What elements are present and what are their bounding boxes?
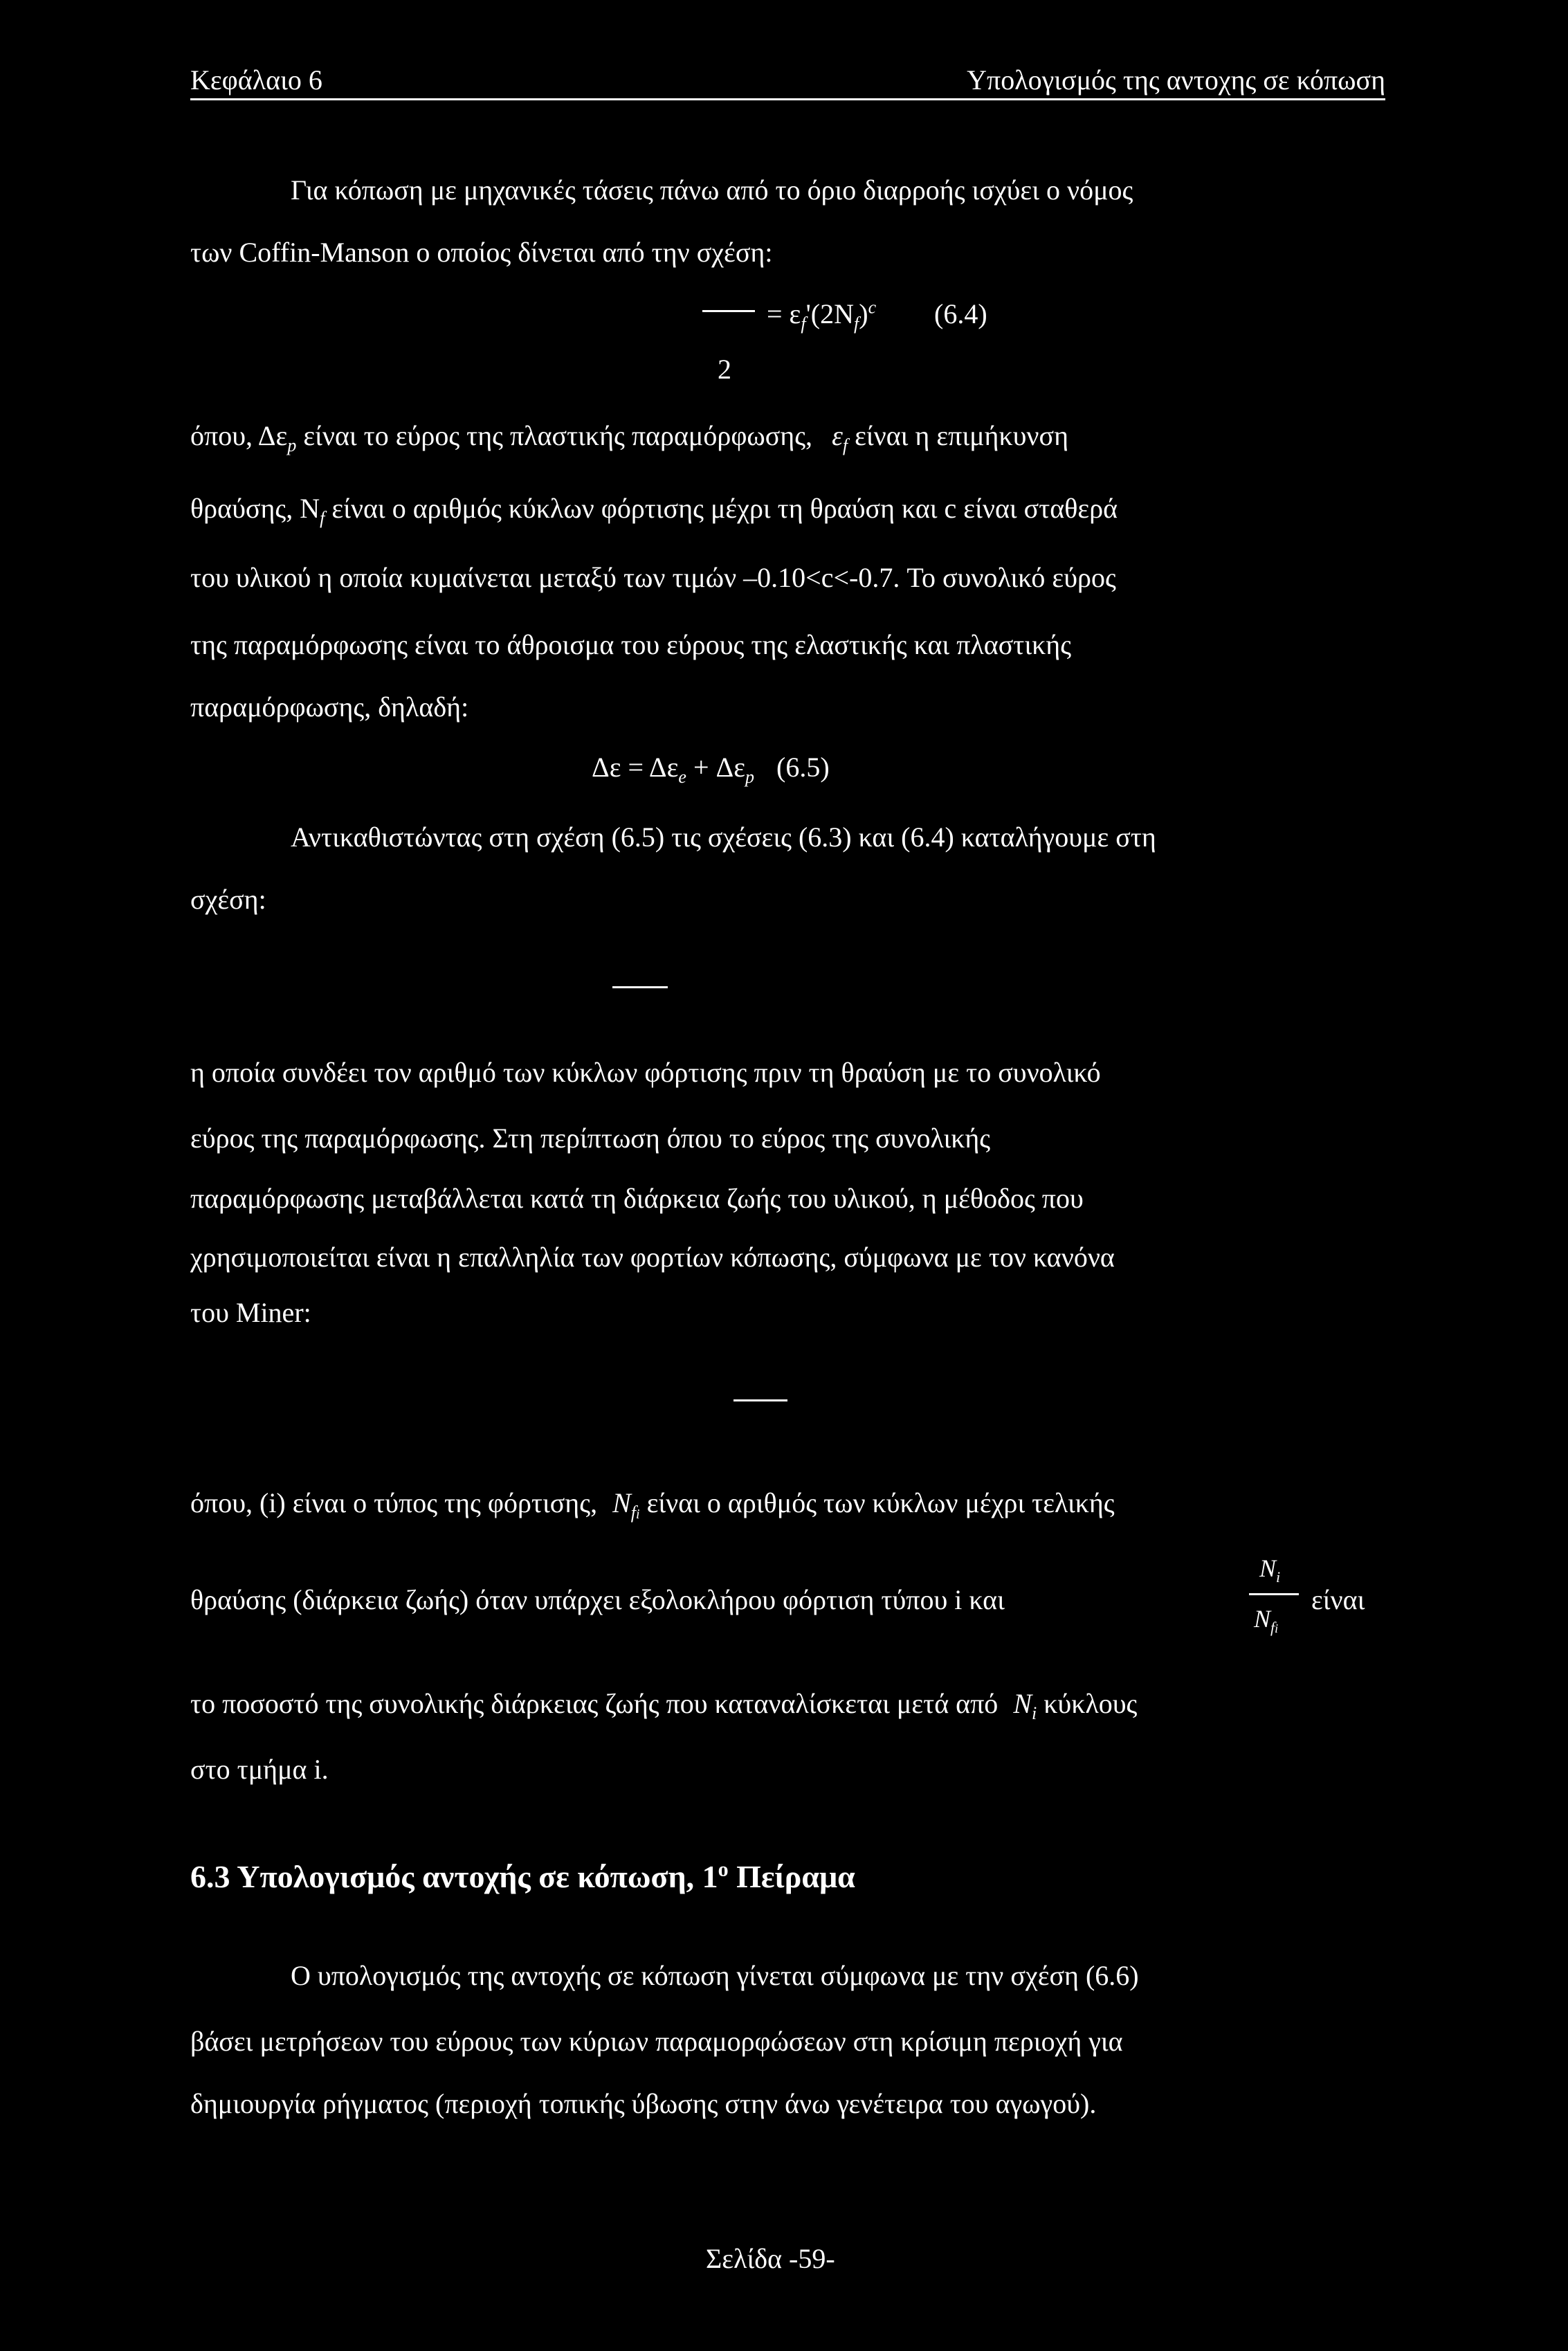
eq64-rhs: = $\varepsilon_f'(2N_f)^c$ <box>767 297 877 334</box>
para2-line5: παραμόρφωσης, δηλαδή: <box>190 691 469 723</box>
para4-line2: εύρος της παραμόρφωσης. Στη περίπτωση όπου το εύρος της συνολικής <box>190 1123 991 1154</box>
miner-rule-fraction-line <box>733 1399 787 1401</box>
para5-line4: στο τμήμα i. <box>190 1754 329 1785</box>
para4-line5: του Miner: <box>190 1297 311 1328</box>
para3-line2: σχέση: <box>190 884 266 915</box>
para6-line2: βάσει μετρήσεων του εύρους των κύριων παραμορφώσεων στη κρίσιμη περιοχή για <box>190 2026 1123 2057</box>
equation-6-5: $\Delta\varepsilon = \Delta\varepsilon_e + \Delta\varepsilon_p$ (6.5) <box>592 752 830 787</box>
eq64-fraction-line <box>702 310 755 312</box>
fraction-line <box>1249 1593 1299 1595</box>
para2-line1: όπου, $\Delta\varepsilon_p$ είναι το εύρος της πλαστικής παραμόρφωσης, $\varepsilon_f$ είναι η επιμήκυνση <box>190 420 1068 455</box>
para4-line3: παραμόρφωσης μεταβάλλεται κατά τη διάρκεια ζωής του υλικού, η μέθοδος που <box>190 1183 1084 1214</box>
para5-line2-text: θραύσης (διάρκεια ζωής) όταν υπάρχει εξολοκλήρου φόρτιση τύπου i και <box>190 1584 1005 1615</box>
page-header <box>190 64 1385 96</box>
para2-line2: θραύσης, $N_f$ είναι ο αριθμός κύκλων φόρτισης μέχρι τη θραύση και c είναι σταθερά <box>190 493 1118 528</box>
para6-line3: δημιουργία ρήγματος (περιοχή τοπικής ύβωσης στην άνω γενέτειρα του αγωγού). <box>190 2088 1097 2119</box>
para2-line4: της παραμόρφωσης είναι το άθροισμα του εύρους της ελαστικής και πλαστικής <box>190 629 1072 660</box>
eq64-label: (6.4) <box>934 298 987 329</box>
equation-6-6-fraction-line <box>612 986 668 988</box>
page-number: Σελίδα -59- <box>706 2243 835 2274</box>
fraction-denominator: $N_{fi}$ <box>1254 1605 1279 1637</box>
para5-line3: το ποσοστό της συνολικής διάρκειας ζωής που καταναλίσκεται μετά από $N_i$ κύκλους <box>190 1688 1138 1723</box>
chapter-label: Κεφάλαιο 6 <box>190 64 322 96</box>
para1-line2: των Coffin-Manson ο οποίος δίνεται από την σχέση: <box>190 237 773 268</box>
eq64-denominator: 2 <box>718 354 731 385</box>
para3-line1: Αντικαθιστώντας στη σχέση (6.5) τις σχέσεις (6.3) και (6.4) καταλήγουμε στη <box>291 822 1156 853</box>
para4-line1: η οποία συνδέει τον αριθμό των κύκλων φόρτισης πριν τη θραύση με το συνολικό <box>190 1057 1101 1088</box>
para5-line2-tail: είναι <box>1311 1584 1365 1615</box>
para5-line1: όπου, (i) είναι ο τύπος της φόρτισης, $N_{fi}$ είναι ο αριθμός των κύκλων μέχρι τελικής <box>190 1487 1115 1523</box>
section-heading: 6.3 Υπολογισμός αντοχής σε κόπωση, $1^o$ Πείραμα <box>190 1858 855 1894</box>
para2-line3: του υλικού η οποία κυμαίνεται μεταξύ των τιμών –0.10<c<-0.7. Το συνολικό εύρος <box>190 562 1116 593</box>
header-rule <box>190 98 1385 100</box>
para1-line1: Για κόπωση με μηχανικές τάσεις πάνω από το όριο διαρροής ισχύει ο νόμος <box>291 174 1133 206</box>
para4-line4: χρησιμοποιείται είναι η επαλληλία των φορτίων κόπωσης, σύμφωνα με τον κανόνα <box>190 1242 1115 1273</box>
chapter-title: Υπολογισμός της αντοχης σε κόπωση <box>967 64 1385 96</box>
para6-line1: Ο υπολογισμός της αντοχής σε κόπωση γίνεται σύμφωνα με την σχέση (6.6) <box>291 1960 1139 1991</box>
fraction-numerator: $N_i$ <box>1259 1554 1281 1586</box>
